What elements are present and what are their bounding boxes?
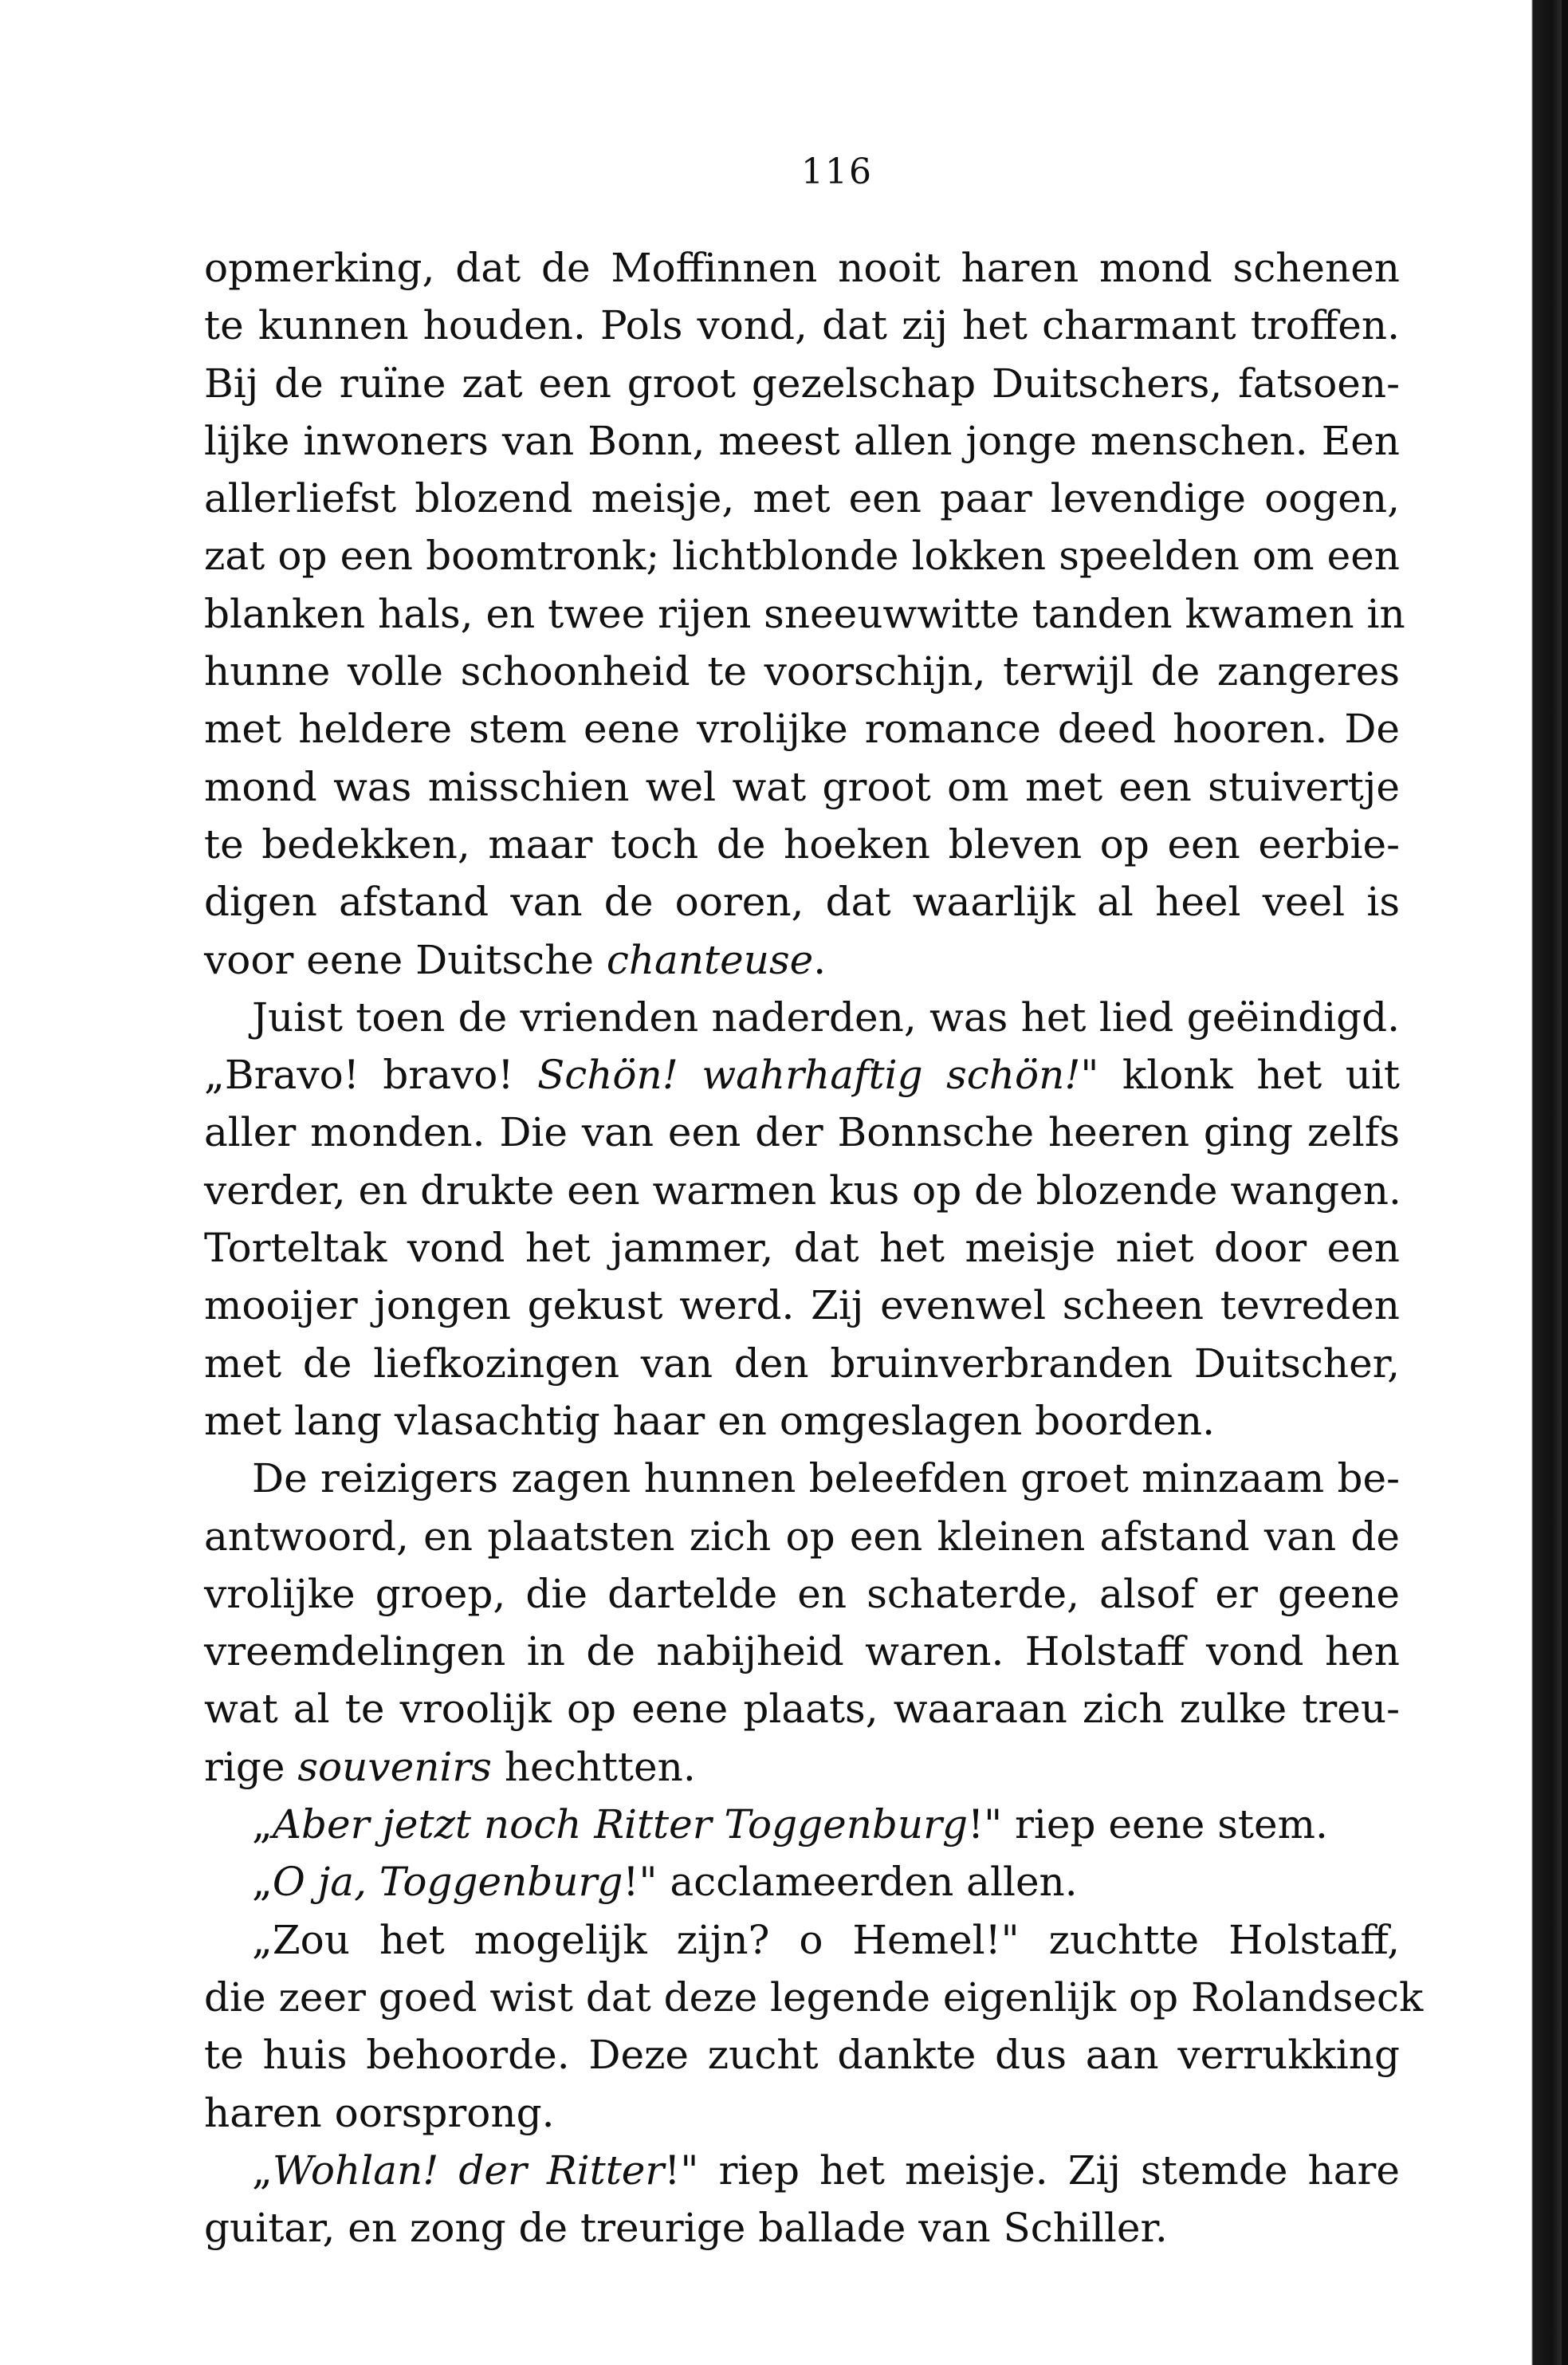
text-run: voor eene Duitsche bbox=[204, 936, 607, 983]
text-line bbox=[204, 1738, 1400, 1796]
text-line: mond was misschien wel wat groot om met een stuivertje bbox=[204, 763, 1400, 810]
text-run: !" riep eene stem. bbox=[968, 1801, 1328, 1848]
italic-text: O ja, Toggenburg bbox=[272, 1859, 623, 1906]
text-run: " klonk het uit bbox=[1080, 1052, 1400, 1099]
text-line bbox=[204, 2142, 1400, 2199]
text-line: Juist toen de vrienden naderden, was het lied geëindigd. bbox=[252, 994, 1400, 1041]
text-line: opmerking, dat de Moffinnen nooit haren mond schenen bbox=[204, 245, 1400, 291]
text-line: allerliefst blozend meisje, met een paar levendige oogen, bbox=[204, 475, 1400, 522]
text-line: blanken hals, en twee rijen sneeuwwitte tanden kwamen in bbox=[204, 590, 1405, 637]
text-run: . bbox=[813, 936, 827, 983]
text-run: !" acclameerden allen. bbox=[623, 1859, 1078, 1906]
text-line: haren oorsprong. bbox=[204, 2089, 555, 2136]
text-line: te bedekken, maar toch de hoeken bleven op een eerbie- bbox=[204, 820, 1400, 868]
text-line: „Zou het mogelijk zijn? o Hemel!" zuchtte Holstaff, bbox=[252, 1916, 1400, 1963]
text-line: vrolijke groep, die dartelde en schaterde, alsof er geene bbox=[204, 1570, 1400, 1617]
text-line: te kunnen houden. Pols vond, dat zij het charmant troffen. bbox=[204, 302, 1400, 349]
scan-edge-shadow bbox=[1520, 0, 1568, 2365]
text-line: die zeer goed wist dat deze legende eigenlijk op Rolandseck bbox=[204, 1973, 1424, 2021]
body-text bbox=[204, 239, 1424, 2257]
text-line bbox=[204, 1796, 1400, 1853]
text-line: Bij de ruïne zat een groot gezelschap Duitschers, fatsoen- bbox=[204, 360, 1400, 407]
italic-text: Wohlan! der Ritter bbox=[272, 2147, 665, 2194]
text-line: lijke inwoners van Bonn, meest allen jonge menschen. Een bbox=[204, 417, 1400, 464]
text-line bbox=[204, 1046, 1400, 1104]
text-line: met lang vlasachtig haar en omgeslagen boorden. bbox=[204, 1397, 1215, 1444]
text-line bbox=[204, 931, 1400, 989]
text-line: digen afstand van de ooren, dat waarlijk al heel veel is bbox=[204, 879, 1400, 926]
text-line: De reizigers zagen hunnen beleefden groet minzaam be- bbox=[252, 1455, 1400, 1502]
text-line: mooijer jongen gekust werd. Zij evenwel scheen tevreden bbox=[204, 1282, 1400, 1329]
scan-edge-line bbox=[1562, 0, 1568, 2365]
text-run: „ bbox=[252, 1801, 273, 1848]
italic-text: chanteuse bbox=[606, 936, 814, 983]
text-run: hechtten. bbox=[491, 1743, 696, 1790]
text-line: guitar, en zong de treurige ballade van Schiller. bbox=[204, 2205, 1168, 2252]
italic-text: souvenirs bbox=[297, 1743, 492, 1790]
text-line: wat al te vroolijk op eene plaats, waaraan zich zulke treu- bbox=[204, 1686, 1400, 1733]
italic-text: Schön! wahrhaftig schön! bbox=[536, 1052, 1081, 1099]
italic-text: Aber jetzt noch Ritter Toggenburg bbox=[272, 1801, 969, 1848]
text-line: verder, en drukte een warmen kus op de blozende wangen. bbox=[204, 1167, 1401, 1214]
text-line: te huis behoorde. Deze zucht dankte dus aan verrukking bbox=[204, 2032, 1400, 2079]
text-line: zat op een boomtronk; lichtblonde lokken speelden om een bbox=[204, 533, 1400, 580]
text-line bbox=[204, 1853, 1400, 1910]
text-run: „Bravo! bravo! bbox=[204, 1052, 537, 1099]
text-run: rige bbox=[204, 1743, 298, 1790]
text-line: met heldere stem eene vrolijke romance deed hooren. De bbox=[204, 706, 1400, 753]
text-line: hunne volle schoonheid te voorschijn, terwijl de zangeres bbox=[204, 648, 1400, 695]
page-number: 116 bbox=[801, 152, 873, 192]
text-line: aller monden. Die van een der Bonnsche heeren ging zelfs bbox=[204, 1109, 1400, 1156]
text-line: Torteltak vond het jammer, dat het meisje niet door een bbox=[204, 1225, 1400, 1272]
text-line: antwoord, en plaatsten zich op een kleinen afstand van de bbox=[204, 1513, 1400, 1560]
text-run: „ bbox=[252, 2147, 273, 2194]
text-line: vreemdelingen in de nabijheid waren. Holstaff vond hen bbox=[204, 1628, 1400, 1675]
text-run: „ bbox=[252, 1859, 273, 1906]
text-run: !" riep het meisje. Zij stemde hare bbox=[664, 2147, 1400, 2194]
text-line: met de liefkozingen van den bruinverbranden Duitscher, bbox=[204, 1340, 1400, 1387]
